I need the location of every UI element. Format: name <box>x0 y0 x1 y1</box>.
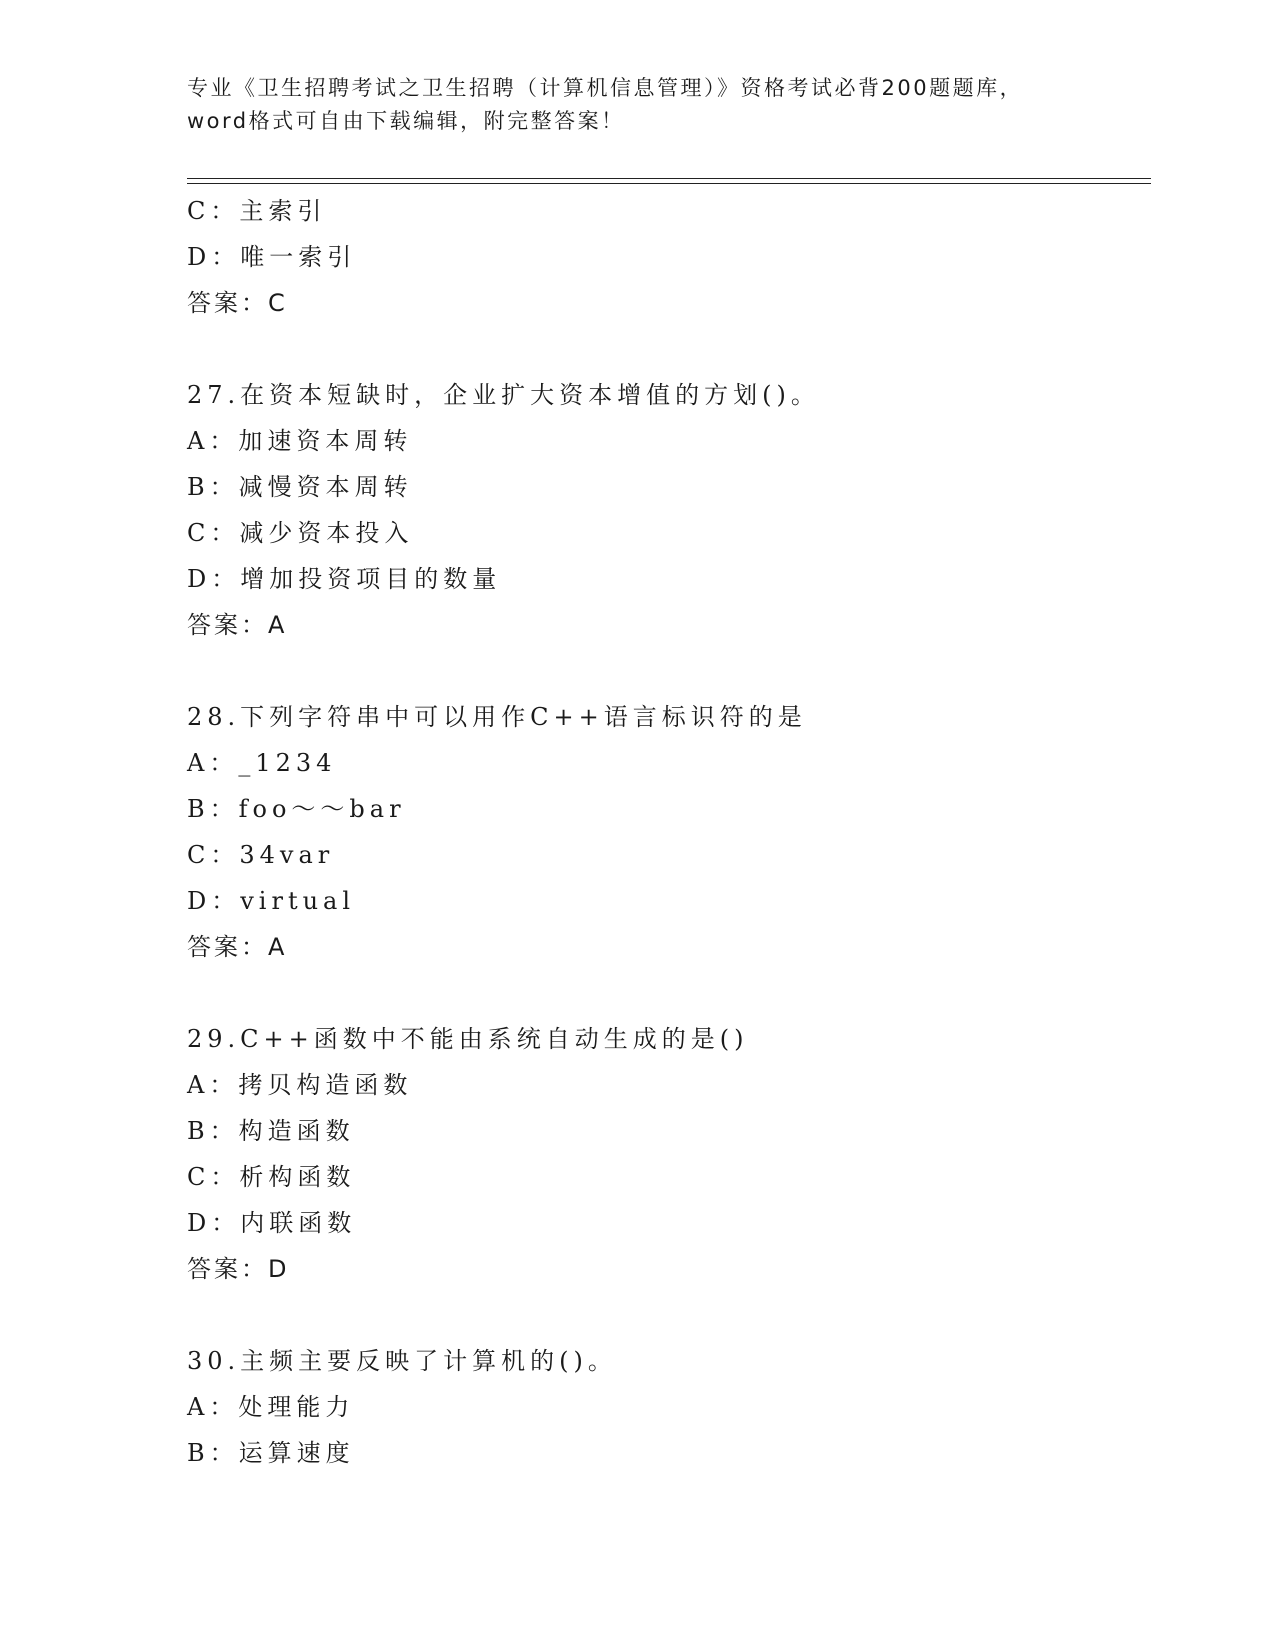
option-d: D：virtual <box>187 887 356 915</box>
question-stem: 28.下列字符串中可以用作C++语言标识符的是 <box>187 703 807 731</box>
option-d: D：内联函数 <box>187 1209 357 1237</box>
option-d: D：唯一索引 <box>187 243 357 271</box>
question-30 <box>187 1338 1147 1476</box>
option-a: A：处理能力 <box>187 1393 355 1421</box>
header-title-line-2: word格式可自由下载编辑，附完整答案！ <box>187 109 625 133</box>
option-d: D：增加投资项目的数量 <box>187 565 502 593</box>
answer: 答案：C <box>187 289 288 317</box>
answer: 答案：D <box>187 1255 290 1283</box>
answer: 答案：A <box>187 933 288 961</box>
option-b: B：foo～～bar <box>187 795 406 823</box>
option-c: C：主索引 <box>187 197 327 225</box>
header-title-line-1: 专业《卫生招聘考试之卫生招聘（计算机信息管理）》资格考试必背200题题库， <box>187 76 1024 100</box>
option-c: C：析构函数 <box>187 1163 356 1191</box>
question-26-continued <box>187 188 1147 326</box>
question-28 <box>187 694 1147 970</box>
option-b: B：减慢资本周转 <box>187 473 413 501</box>
option-c: C：34var <box>187 841 335 869</box>
question-list <box>187 188 1147 1476</box>
option-b: B：构造函数 <box>187 1117 355 1145</box>
question-stem: 30.主频主要反映了计算机的()。 <box>187 1347 617 1375</box>
option-a: A：拷贝构造函数 <box>187 1071 413 1099</box>
question-stem: 27.在资本短缺时，企业扩大资本增值的方划()。 <box>187 381 820 409</box>
answer: 答案：A <box>187 611 288 639</box>
option-b: B：运算速度 <box>187 1439 355 1467</box>
question-29 <box>187 1016 1147 1292</box>
header-divider-top <box>187 178 1151 179</box>
option-c: C：减少资本投入 <box>187 519 414 547</box>
question-stem: 29.C++函数中不能由系统自动生成的是() <box>187 1025 749 1053</box>
question-27 <box>187 372 1147 648</box>
option-a: A：加速资本周转 <box>187 427 413 455</box>
option-a: A：_1234 <box>187 749 337 777</box>
header-divider-bottom <box>187 183 1151 184</box>
document-header <box>187 72 1087 138</box>
